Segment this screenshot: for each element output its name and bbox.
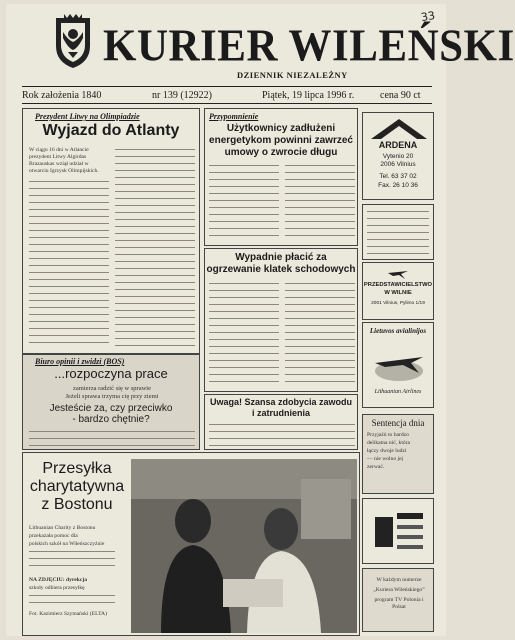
article-body-line: Lithuanian Charity z Bostonu xyxy=(29,525,96,531)
article-title: ...rozpoczyna prace xyxy=(54,366,168,381)
sentence-line: zerwać. xyxy=(367,464,385,470)
plane-icon xyxy=(387,266,409,280)
article-heading: - bardzo chętnie? xyxy=(72,414,150,425)
sentence-line: łączy dwoje ludzi xyxy=(367,448,407,454)
article-title-line: ogrzewanie klatek schodowych xyxy=(206,264,356,275)
sentence-line: delikatna nić, która xyxy=(367,440,411,446)
article-title-line: umowy o zwrocie długu xyxy=(224,147,338,158)
article-debt xyxy=(204,108,358,246)
photo-figures-icon xyxy=(131,459,357,633)
ad-address: 2001 Vilnius, Pylimo 1/19 xyxy=(371,301,425,306)
text-column xyxy=(209,283,279,388)
divider xyxy=(22,86,432,87)
article-olympics xyxy=(22,108,200,354)
ad-title: PRZEDSTAWICIELSTWO xyxy=(363,282,433,288)
photo-caption: szkoły odbiera przesyłkę xyxy=(29,585,85,591)
article-kicker: Prezydent Litwy na Olimpiadzie xyxy=(35,112,140,121)
newspaper-page xyxy=(6,4,515,636)
article-commission xyxy=(22,354,200,450)
article-subtitle: zamierza radzić się w sprawie xyxy=(73,385,151,392)
article-title-line: i zatrudnienia xyxy=(251,408,310,418)
ad-tv-program xyxy=(362,568,434,632)
text-column xyxy=(29,181,109,349)
article-intro: W ciągu 16 dni w Atlancie prezydent Litwy Algirdas Brazauskas wziął udział w otwarciu Igrzysk Olimpijskich. xyxy=(29,147,99,174)
article-body-line: polskich szkół na Wileńszczyźnie xyxy=(29,541,105,547)
airline-plane-icon xyxy=(371,343,427,385)
article-title-line: z Bostonu xyxy=(41,496,113,513)
issue-date: Piątek, 19 lipca 1996 r. xyxy=(262,90,355,101)
article-body-line: przekazała pomoc dla xyxy=(29,533,78,539)
article-title-line: Użytkownicy zadłużeni xyxy=(226,123,336,134)
text-column xyxy=(285,283,355,388)
sentence-of-day xyxy=(362,414,434,494)
ardena-logo-icon xyxy=(369,117,429,141)
photo-credit: Fot. Kazimierz Szymański (ELTA) xyxy=(29,611,107,617)
ad-logo-box xyxy=(362,498,434,564)
article-title-line: Przesyłka xyxy=(42,460,112,477)
article-title-line: Wypadnie płacić za xyxy=(235,252,327,263)
text-column xyxy=(115,149,195,352)
article-kicker: Przypomnienie xyxy=(209,112,259,121)
founded-text: Rok założenia 1840 xyxy=(22,90,102,101)
ad-fax: Fax. 26 10 36 xyxy=(378,182,418,189)
ad-line: program TV Polonia i Polsat xyxy=(374,597,424,610)
text-column xyxy=(29,595,115,609)
ad-ardena xyxy=(362,112,434,200)
article-title-line: charytatywna xyxy=(29,478,125,495)
article-kicker: Biuro opinii i zwidzi (BOS) xyxy=(35,357,125,366)
text-column xyxy=(209,165,279,242)
text-column xyxy=(285,165,355,242)
article-przesylka xyxy=(22,452,360,636)
ad-line: W każdym numerze xyxy=(376,577,422,583)
article-title-line: energetykom powinni zawrzeć xyxy=(209,135,353,146)
ad-brand: ARDENA xyxy=(378,140,418,150)
ad-pl-newspapers xyxy=(362,204,434,260)
ad-city: 2006 Vilnius xyxy=(380,161,416,168)
article-payment xyxy=(204,248,358,392)
ad-address: Vytenio 20 xyxy=(382,153,414,160)
ad-subtitle: W WILNIE xyxy=(384,290,412,296)
ad-slogan: Lietuvos avialinijos xyxy=(369,327,427,335)
ad-line: „Kuriera Wileńskiego” xyxy=(373,587,425,593)
text-column xyxy=(29,431,195,452)
ad-polish-office xyxy=(362,262,434,320)
article-heading: Jesteście za, czy przeciwko xyxy=(49,403,173,414)
masthead-title: KURIER WILEŃSKI xyxy=(103,21,515,72)
article-title-line: Uwaga! Szansa zdobycia zawodu xyxy=(209,397,353,407)
eagle-crest-icon xyxy=(52,12,94,70)
text-column xyxy=(367,211,429,260)
article-chance xyxy=(204,394,358,450)
text-column xyxy=(29,551,115,572)
sentence-title: Sentencja dnia xyxy=(371,418,425,428)
article-line: Jeżeli sprawa trzyma cię przy ziemi xyxy=(65,393,159,400)
ad-airline xyxy=(362,322,434,408)
issue-number: nr 139 (12922) xyxy=(152,90,212,101)
article-title: Wyjazd do Atlanty xyxy=(42,122,180,139)
sentence-line: — nie wolno jej xyxy=(367,456,404,462)
ad-airline-name: Lithuanian Airlines xyxy=(374,389,422,395)
sentence-line: Przyjaźń to bardzo xyxy=(367,432,409,438)
masthead-subtitle: DZIENNIK NIEZALEŻNY xyxy=(237,70,348,80)
company-logo-icon xyxy=(373,509,425,553)
news-photo xyxy=(131,459,357,633)
ad-phone: Tel. 63 37 02 xyxy=(379,173,417,180)
photo-caption: NA ZDJĘCIU: dyrekcja xyxy=(29,577,88,583)
handwritten-mark: 33 xyxy=(419,8,437,25)
text-column xyxy=(209,424,355,452)
divider xyxy=(22,103,432,104)
issue-price: cena 90 ct xyxy=(380,90,421,101)
